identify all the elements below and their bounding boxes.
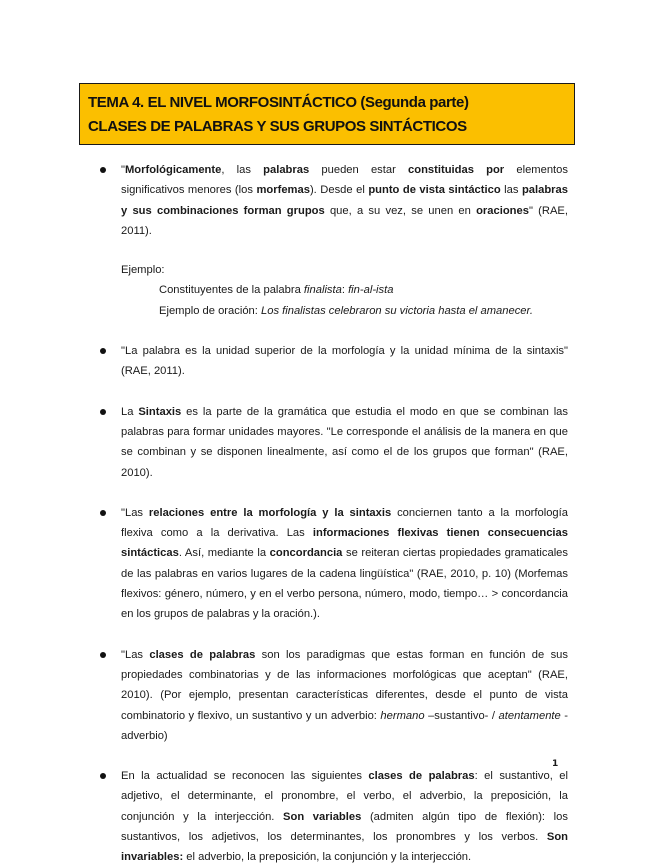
bullet-actualidad: En la actualidad se reconocen las siguientes clases de palabras: el sustantivo, el adjetivo, el determinante, el pronombre, el verbo, el adverbio, la preposición, la conjunción y la interjección. Son variables (admiten algún tipo de flexión): los sustantivos, los adjetivos, los determinantes, los pronombres y los verbos. Son invariables: el adverbio, la preposición, la conjunción y la interjección.: [100, 766, 568, 867]
bullet-morfologicamente: "Morfológicamente, las palabras pueden estar constituidas por elementos significativos menores (los morfemas). Desde el punto de vista sintáctico las palabras y sus combinaciones forman grupos que, a su vez, se unen en oraciones" (RAE, 2011).: [100, 160, 568, 241]
bullet-dot: [100, 348, 106, 354]
bullet-palabra-unidad: "La palabra es la unidad superior de la morfología y la unidad mínima de la sintaxis" (RAE, 2011).: [100, 341, 568, 382]
bullet-dot: [100, 167, 106, 173]
chapter-title: TEMA 4. EL NIVEL MORFOSINTÁCTICO (Segunda parte): [88, 94, 469, 111]
bullet-sintaxis: La Sintaxis es la parte de la gramática que estudia el modo en que se combinan las palabras para formar unidades mayores. "Le corresponde el análisis de la manera en que se combinan y se disponen linealmente, así como el de los grupos que forman" (RAE, 2010).: [100, 402, 568, 483]
title-box: [79, 83, 575, 145]
bullet-clases: "Las clases de palabras son los paradigmas que estas forman en función de sus propiedades combinatorias y de las informaciones morfológicas que aceptan" (RAE, 2010). (Por ejemplo, presentan características diferentes, desde el punto de vista combinatorio y flexivo, un sustantivo y un adverbio: hermano –sustantivo- / atentamente -adverbio): [100, 645, 568, 746]
example-label: Ejemplo:: [121, 264, 165, 277]
page-number: 1: [552, 759, 559, 769]
bullet-dot: [100, 773, 106, 779]
example-block: [100, 260, 568, 321]
bullet-dot: [100, 510, 106, 516]
example-sentence: Ejemplo de oración: Los finalistas celebraron su victoria hasta el amanecer.: [159, 304, 533, 317]
bullet-relaciones: "Las relaciones entre la morfología y la sintaxis conciernen tanto a la morfología flexiva como a la derivativa. Las informaciones flexivas tienen consecuencias sintácticas. Así, mediante la concordancia se reiteran ciertas propiedades gramaticales de las palabras en varios lugares de la cadena lingüística" (RAE, 2010, p. 10) (Morfemas flexivos: género, número, y en el verbo persona, número, modo, tiempo… > concordancia en los grupos de palabras y la oración.).: [100, 503, 568, 625]
chapter-subtitle: CLASES DE PALABRAS Y SUS GRUPOS SINTÁCTICOS: [88, 118, 467, 135]
bullet-dot: [100, 652, 106, 658]
bullet-dot: [100, 409, 106, 415]
example-constituents: Constituyentes de la palabra finalista: fin-al-ista: [159, 284, 394, 297]
content: [100, 160, 568, 868]
